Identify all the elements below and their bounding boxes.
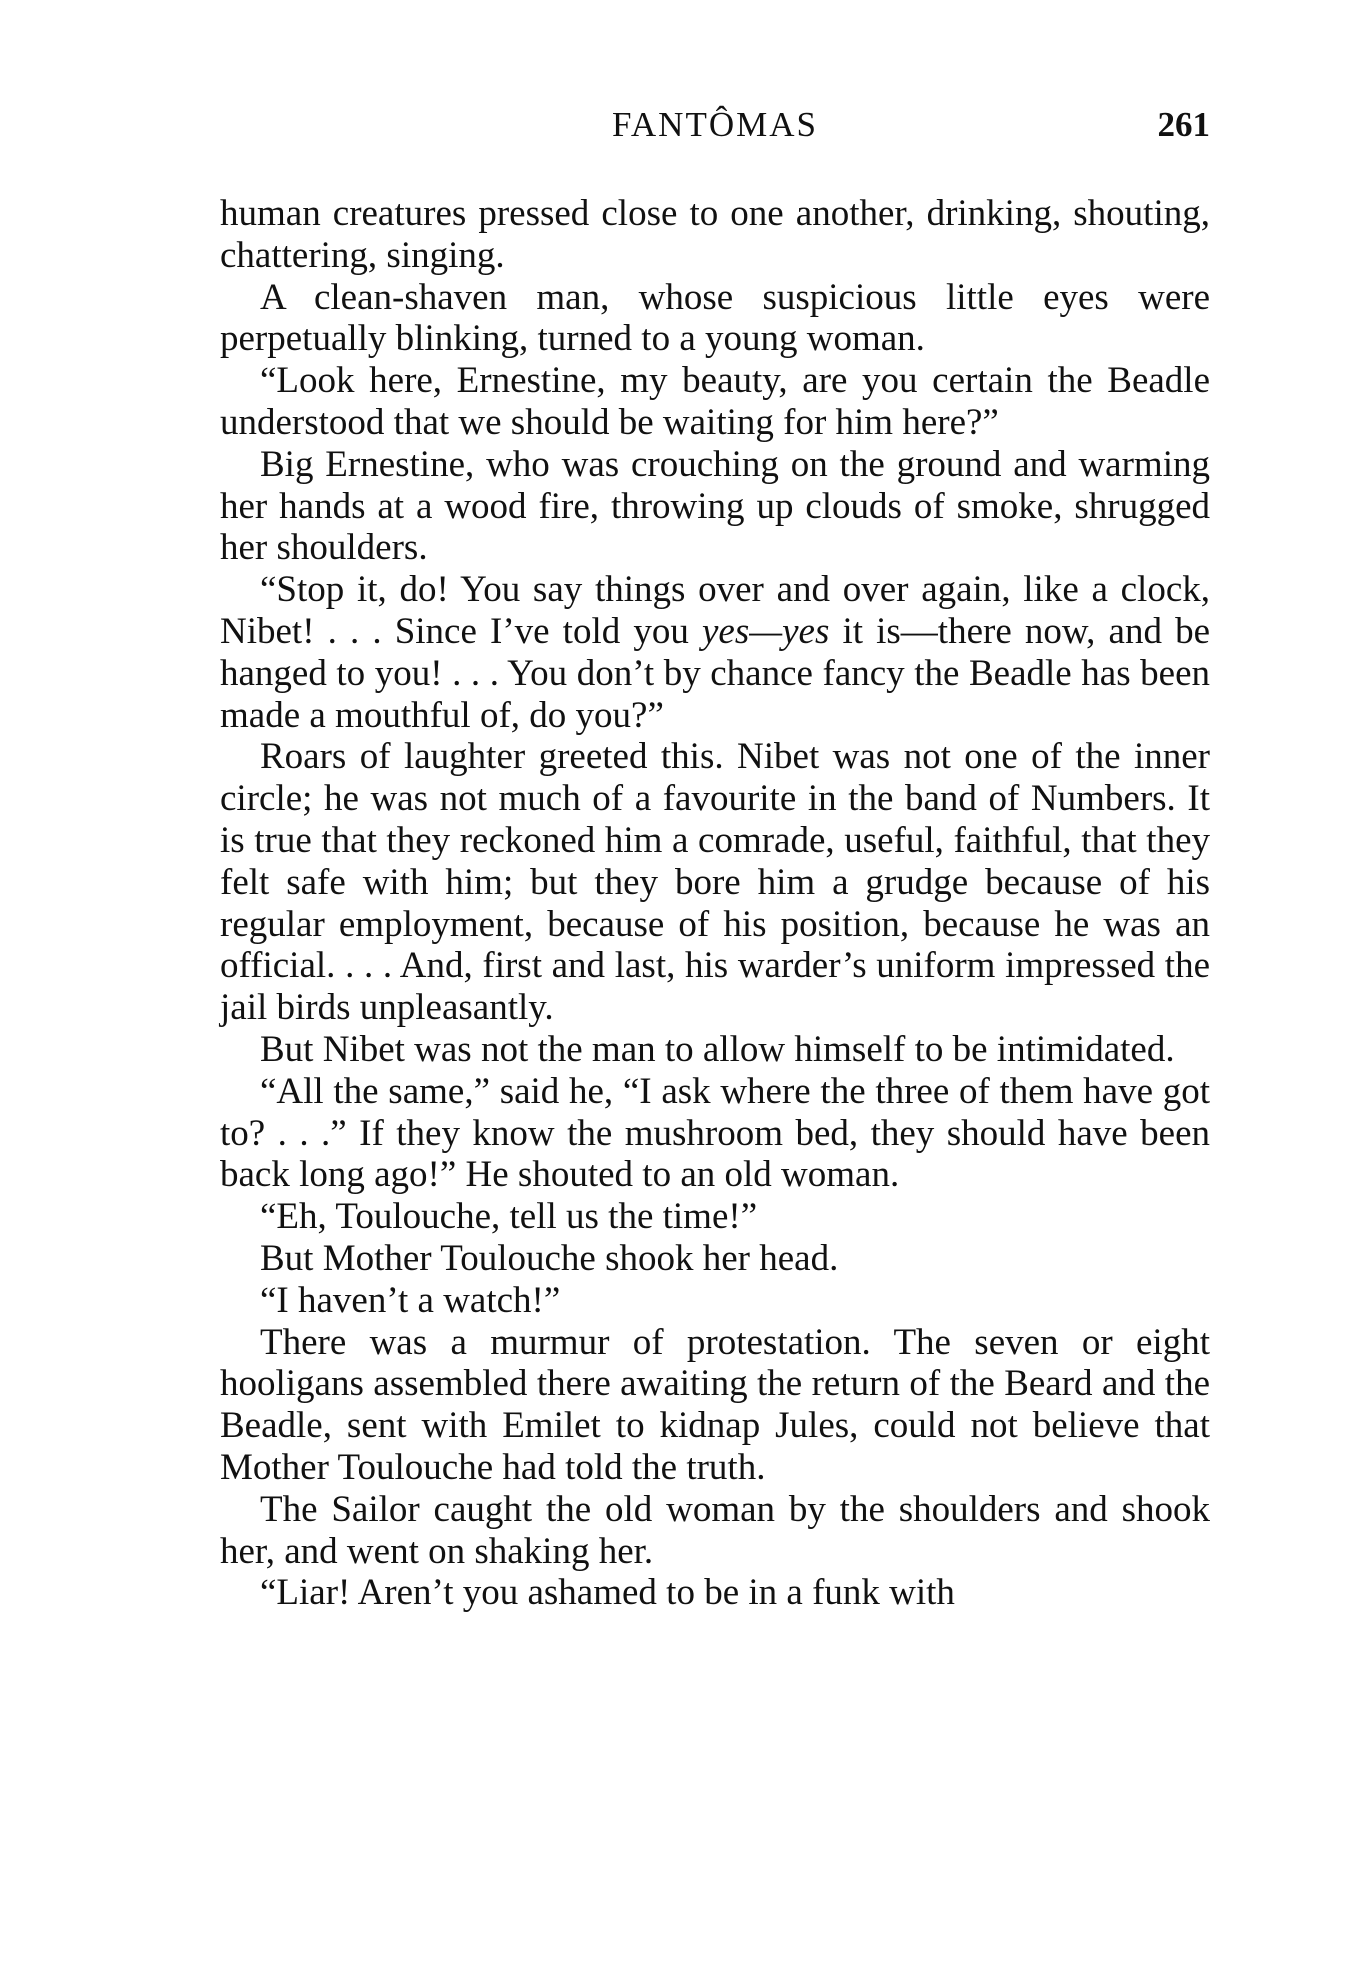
paragraph-14: “Liar! Aren’t you ashamed to be in a funk with (260, 1572, 955, 1614)
paragraph-4: Big Ernestine, who was crouching on the ground and warming her hands at a wood fire, throwing up clouds of smoke, shrugged her shoulders. (220, 443, 1210, 569)
page-number: 261 (1157, 105, 1210, 144)
body-text (220, 193, 1210, 1614)
paragraph-1: human creatures pressed close to one another, drinking, shouting, chattering, singing. (220, 193, 1210, 276)
paragraph-11: “I haven’t a watch!” (260, 1279, 561, 1321)
paragraph-8: “All the same,” said he, “I ask where the three of them have got to? . . .” If they know the mushroom bed, they should have been back long ago!” He shouted to an old woman. (220, 1070, 1210, 1196)
paragraph-7: But Nibet was not the man to allow himself to be intimidated. (260, 1028, 1175, 1070)
paragraph-5-text-before: “Stop it, do! You say things over and over again, like a clock, Nibet! . . . Since I’ve told you (220, 569, 1210, 652)
paragraph-3: “Look here, Ernestine, my beauty, are you certain the Beadle understood that we should be waiting for him here?” (220, 360, 1210, 443)
paragraph-5-text-after: it is—there now, and be hanged to you! . . . You don’t by chance fancy the Beadle has been made a mouthful of, do you?” (220, 610, 1210, 736)
paragraph-13: The Sailor caught the old woman by the shoulders and shook her, and went on shaking her. (220, 1488, 1210, 1572)
paragraph-6: Roars of laughter greeted this. Nibet was not one of the inner circle; he was not much of a favourite in the band of Numbers. It is true that they reckoned him a comrade, useful, faithful, that they felt safe with him; but they bore him a grudge because of his regular employment, because of his position, because he was an official. . . . And, first and last, his warder’s uniform impressed the jail birds unpleasantly. (220, 736, 1210, 1029)
paragraph-10: But Mother Toulouche shook her head. (260, 1237, 839, 1279)
paragraph-2: A clean-shaven man, whose suspicious little eyes were perpetually blinking, turned to a young woman. (220, 276, 1210, 360)
paragraph-5 (220, 569, 1210, 736)
running-title: FANTÔMAS (612, 105, 818, 144)
running-head (220, 100, 1210, 150)
paragraph-5-emphasis: yes—yes (701, 610, 830, 652)
paragraph-12: There was a murmur of protestation. The seven or eight hooligans assembled there awaiting the return of the Beard and the Beadle, sent with Emilet to kidnap Jules, could not believe that Mother Toulouche had told the truth. (220, 1321, 1210, 1488)
paragraph-9: “Eh, Toulouche, tell us the time!” (260, 1196, 758, 1238)
